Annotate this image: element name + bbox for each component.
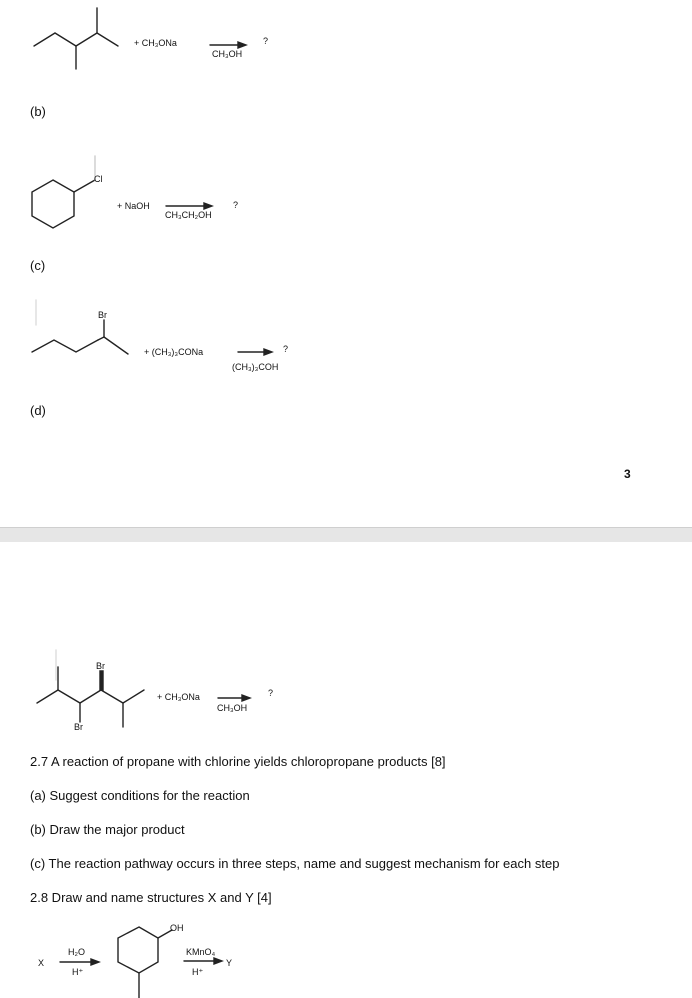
page-separator: [0, 527, 692, 542]
question-2-7-c: (c) The reaction pathway occurs in three steps, name and suggest mechanism for each step: [30, 856, 560, 871]
solvent-d: CH₃OH: [217, 703, 248, 713]
reagent-e1: H₂O: [68, 947, 85, 957]
label-b: (b): [30, 104, 46, 119]
solvent-b: CH₃CH₂OH: [165, 210, 212, 220]
arrow-b: [166, 203, 212, 209]
arrow-c: [238, 349, 272, 355]
substituent-d-top: Br: [96, 661, 105, 671]
substituent-e: OH: [170, 923, 184, 933]
question-2-7-a: (a) Suggest conditions for the reaction: [30, 788, 250, 803]
molecule-e: [118, 927, 172, 998]
arrow-d: [218, 695, 250, 701]
question-2-7-b: (b) Draw the major product: [30, 822, 185, 837]
substituent-d-bottom: Br: [74, 722, 83, 732]
reagent-b: + NaOH: [117, 201, 150, 211]
substituent-b: Cl: [94, 174, 103, 184]
label-c: (c): [30, 258, 46, 273]
reagent-e2: KMnO₄: [186, 947, 216, 957]
page-number: 3: [624, 467, 631, 481]
reagent-d: + CH₃ONa: [157, 692, 200, 702]
molecule-c: [32, 300, 128, 354]
reagent-c: + (CH₃)₃CONa: [144, 347, 204, 357]
end-y: Y: [226, 958, 233, 968]
arrow-a: [210, 42, 246, 48]
substituent-c: Br: [98, 310, 107, 320]
label-d: (d): [30, 403, 46, 418]
arrow-e2: [184, 958, 222, 964]
start-x: X: [38, 958, 45, 968]
arrow-e1: [60, 959, 99, 965]
solvent-a: CH₃OH: [212, 49, 243, 59]
molecule-a: [34, 8, 118, 69]
product-d: ?: [268, 688, 274, 698]
catalyst-e2: H⁺: [192, 967, 204, 977]
molecule-d: [37, 650, 144, 727]
question-2-8: 2.8 Draw and name structures X and Y [4]: [30, 890, 272, 905]
product-b: ?: [233, 200, 239, 210]
catalyst-e1: H⁺: [72, 967, 84, 977]
solvent-c: (CH₃)₃COH: [232, 362, 279, 372]
molecule-b: [32, 156, 95, 228]
product-a: ?: [263, 36, 269, 46]
reagent-a: + CH₃ONa: [134, 38, 177, 48]
product-c: ?: [283, 344, 289, 354]
question-2-7: 2.7 A reaction of propane with chlorine yields chloropropane products [8]: [30, 754, 446, 769]
